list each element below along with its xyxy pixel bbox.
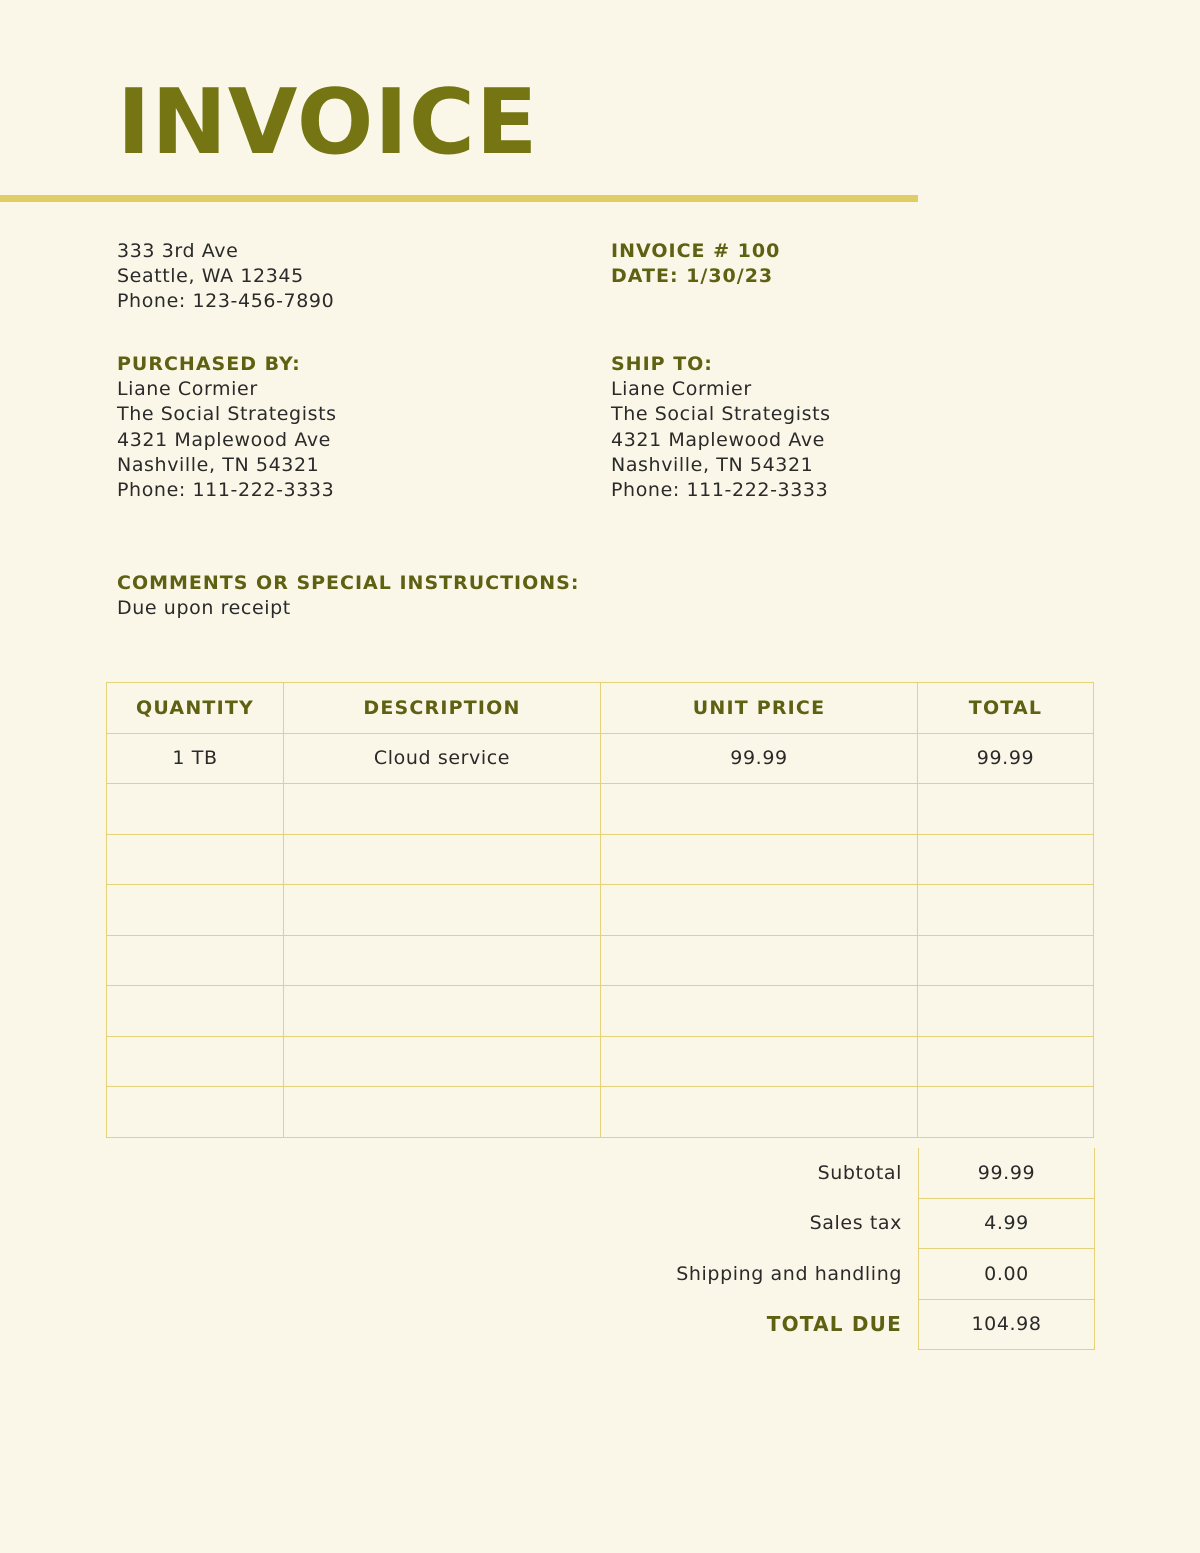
subtotal-value: 99.99 [919, 1148, 1095, 1198]
cell-unit-price [601, 1087, 918, 1138]
invoice-number: INVOICE # 100 [611, 240, 781, 262]
purchased-by-heading: PURCHASED BY: [117, 353, 301, 375]
title-divider [0, 195, 918, 202]
total-due-label: TOTAL DUE [766, 1312, 902, 1337]
header-quantity: QUANTITY [107, 683, 284, 734]
cell-unit-price [601, 834, 918, 885]
cell-total [918, 935, 1094, 986]
cell-unit-price [601, 784, 918, 835]
comments-section [117, 571, 579, 621]
cell-total [918, 1036, 1094, 1087]
cell-description [284, 986, 601, 1037]
sales-tax-value: 4.99 [919, 1198, 1095, 1249]
purchased-by-name: Liane Cormier [117, 378, 258, 401]
ship-to-name: Liane Cormier [611, 378, 752, 401]
cell-description [284, 885, 601, 936]
sales-tax-label: Sales tax [809, 1212, 902, 1235]
comments-heading: COMMENTS OR SPECIAL INSTRUCTIONS: [117, 572, 580, 594]
cell-quantity [107, 885, 284, 936]
ship-to-city: Nashville, TN 54321 [611, 453, 814, 476]
header-unit-price: UNIT PRICE [601, 683, 918, 734]
cell-quantity [107, 1036, 284, 1087]
header-description: DESCRIPTION [284, 683, 601, 734]
cell-total [918, 986, 1094, 1037]
cell-description [284, 834, 601, 885]
cell-total [918, 784, 1094, 835]
cell-quantity [107, 834, 284, 885]
header-total: TOTAL [918, 683, 1094, 734]
table-row [107, 935, 1094, 986]
table-row [107, 784, 1094, 835]
table-row [107, 986, 1094, 1037]
purchased-by-phone: Phone: 111-222-3333 [117, 479, 335, 502]
cell-total: 99.99 [918, 733, 1094, 784]
ship-to-heading: SHIP TO: [611, 353, 713, 375]
cell-description: Cloud service [284, 733, 601, 784]
cell-unit-price [601, 986, 918, 1037]
sender-city: Seattle, WA 12345 [117, 265, 304, 288]
cell-description [284, 1087, 601, 1138]
purchased-by-street: 4321 Maplewood Ave [117, 428, 331, 451]
cell-quantity [107, 986, 284, 1037]
cell-unit-price: 99.99 [601, 733, 918, 784]
ship-to [611, 352, 831, 503]
totals-table [600, 1148, 1095, 1350]
table-row [107, 733, 1094, 784]
subtotal-row [600, 1148, 1095, 1198]
ship-to-street: 4321 Maplewood Ave [611, 428, 825, 451]
ship-to-company: The Social Strategists [611, 403, 831, 426]
cell-quantity [107, 935, 284, 986]
sender-street: 333 3rd Ave [117, 240, 239, 262]
purchased-by [117, 352, 337, 503]
ship-to-phone: Phone: 111-222-3333 [611, 479, 829, 502]
purchased-by-company: The Social Strategists [117, 403, 337, 426]
purchased-by-city: Nashville, TN 54321 [117, 453, 320, 476]
invoice-date: DATE: 1/30/23 [611, 265, 774, 288]
cell-total [918, 834, 1094, 885]
cell-quantity: 1 TB [107, 733, 284, 784]
line-items-table [106, 682, 1094, 1138]
cell-unit-price [601, 885, 918, 936]
table-row [107, 1036, 1094, 1087]
shipping-label: Shipping and handling [676, 1262, 902, 1285]
sender-address [117, 239, 334, 315]
cell-quantity [107, 1087, 284, 1138]
shipping-row [600, 1249, 1095, 1300]
invoice-meta [611, 239, 780, 289]
cell-total [918, 885, 1094, 936]
cell-description [284, 784, 601, 835]
cell-description [284, 935, 601, 986]
cell-quantity [107, 784, 284, 835]
cell-total [918, 1087, 1094, 1138]
sales-tax-row [600, 1198, 1095, 1249]
table-row [107, 1087, 1094, 1138]
subtotal-label: Subtotal [817, 1162, 902, 1184]
cell-unit-price [601, 935, 918, 986]
sender-phone: Phone: 123-456-7890 [117, 290, 335, 313]
table-row [107, 834, 1094, 885]
comments-text: Due upon receipt [117, 597, 291, 620]
invoice-title: INVOICE [117, 70, 539, 175]
cell-description [284, 1036, 601, 1087]
cell-unit-price [601, 1036, 918, 1087]
table-row [107, 885, 1094, 936]
total-due-row [600, 1299, 1095, 1350]
table-header-row [107, 683, 1094, 734]
total-due-value: 104.98 [919, 1299, 1095, 1350]
shipping-value: 0.00 [919, 1249, 1095, 1300]
